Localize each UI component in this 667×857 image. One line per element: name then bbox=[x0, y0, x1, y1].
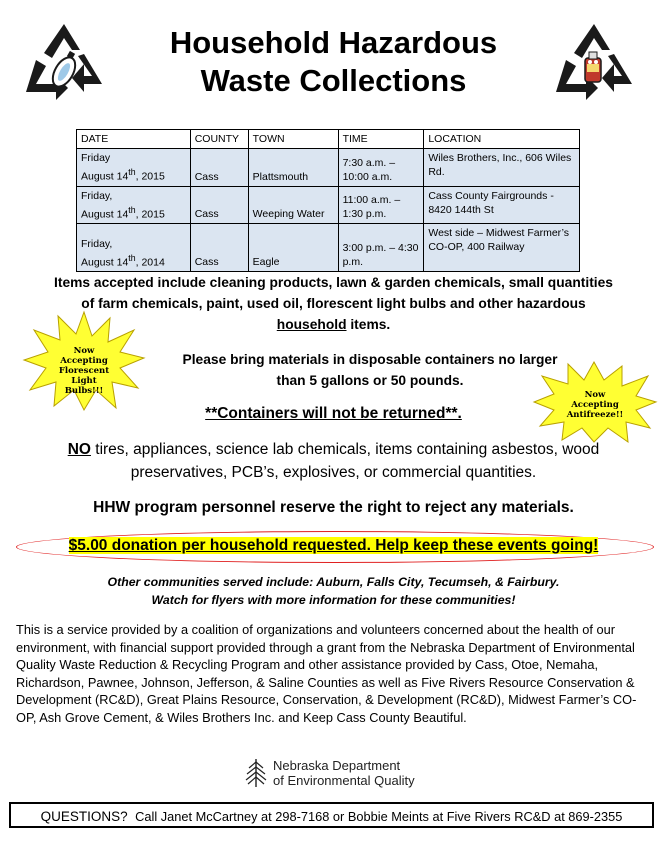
header-location: LOCATION bbox=[424, 130, 580, 149]
starburst-right-line-1: Now Accepting bbox=[571, 390, 619, 410]
not-accepted-line-2: preservatives, PCB’s, explosives, or commercial quantities. bbox=[130, 464, 537, 481]
not-accepted-text bbox=[0, 438, 667, 484]
starburst-left-line-2: Florescent bbox=[58, 366, 110, 376]
cell-location: Wiles Brothers, Inc., 606 Wiles Rd. bbox=[424, 149, 580, 187]
title-line-2: Waste Collections bbox=[200, 63, 467, 98]
questions-label: QUESTIONS? bbox=[40, 809, 128, 824]
cell-county: Cass bbox=[190, 149, 248, 187]
cell-town: Eagle bbox=[248, 224, 338, 272]
title-line-1: Household Hazardous bbox=[169, 25, 498, 60]
containers-line-1: Please bring materials in disposable containers no larger bbox=[182, 352, 558, 367]
ndeq-tree-logo-icon bbox=[244, 757, 268, 789]
ndeq-line-2: of Environmental Quality bbox=[273, 773, 415, 788]
table-row bbox=[77, 186, 580, 224]
starburst-left bbox=[22, 310, 146, 412]
items-accepted-line-2: of farm chemicals, paint, used oil, florescent light bulbs and other hazardous bbox=[81, 296, 586, 311]
cell-town: Plattsmouth bbox=[248, 149, 338, 187]
reserve-right-text: HHW program personnel reserve the right to reject any materials. bbox=[93, 499, 574, 516]
cell-location: West side – Midwest Farmer’s CO-OP, 400 Railway bbox=[424, 224, 580, 272]
cell-time: 3:00 p.m. – 4:30 p.m. bbox=[338, 224, 424, 272]
cell-county: Cass bbox=[190, 186, 248, 224]
questions-contact-text: Call Janet McCartney at 298-7168 or Bobbie Meints at Five Rivers RC&D at 869-2355 bbox=[135, 809, 623, 824]
header-time: TIME bbox=[338, 130, 424, 149]
cell-location: Cass County Fairgrounds - 8420 144th St bbox=[424, 186, 580, 224]
table-row bbox=[77, 149, 580, 187]
starburst-left-line-1: Now Accepting bbox=[60, 346, 108, 366]
service-paragraph: This is a service provided by a coalition of organizations and volunteers concerned about the health of our environment, with financial support provided through a grant from the Nebraska Department of Environmental Quality Waste Reduction & Recycling Program and other assistance provided by Cass, Otoe, Nemaha, Richardson, Pawnee, Johnson, Jefferson, & Saline Counties as well as Five Rivers Resource Conservation & Development (RC&D), Great Plains Resource, Conservation, & Development (RC&D), Midwest Farmer’s CO-OP, Ash Grove Cement, & Wiles Brothers Inc. and Keep Cass County Beautiful. bbox=[16, 622, 637, 725]
table-row bbox=[77, 224, 580, 272]
starburst-right-line-2: Antifreeze!! bbox=[566, 410, 624, 420]
donation-text: $5.00 donation per household requested. Help keep these events going! bbox=[68, 537, 599, 554]
cell-town: Weeping Water bbox=[248, 186, 338, 224]
header-county: COUNTY bbox=[190, 130, 248, 149]
items-accepted-line-3: household items. bbox=[276, 317, 391, 332]
other-communities-line-1: Other communities served include: Auburn, Falls City, Tecumseh, & Fairbury. bbox=[107, 575, 560, 589]
cell-county: Cass bbox=[190, 224, 248, 272]
not-returned-text: **Containers will not be returned**. bbox=[205, 405, 462, 422]
cell-date: Friday, August 14th, 2015 bbox=[77, 186, 191, 224]
header-date: DATE bbox=[77, 130, 191, 149]
containers-text bbox=[140, 349, 600, 391]
cell-time: 7:30 a.m. – 10:00 a.m. bbox=[338, 149, 424, 187]
cell-time: 11:00 a.m. – 1:30 p.m. bbox=[338, 186, 424, 224]
page-title bbox=[0, 24, 667, 100]
header-town: TOWN bbox=[248, 130, 338, 149]
table-header-row bbox=[77, 130, 580, 149]
containers-line-2: than 5 gallons or 50 pounds. bbox=[276, 373, 464, 388]
cell-date: Friday, August 14th, 2014 bbox=[77, 224, 191, 272]
starburst-left-line-3: Light Bulbs!!! bbox=[64, 376, 104, 396]
cell-date: Friday August 14th, 2015 bbox=[77, 149, 191, 187]
questions-box bbox=[9, 802, 654, 828]
collection-schedule-table bbox=[76, 129, 580, 272]
items-accepted-line-1: Items accepted include cleaning products, lawn & garden chemicals, small quantities bbox=[54, 275, 613, 290]
other-communities-line-2: Watch for flyers with more information for these communities! bbox=[151, 593, 516, 607]
other-communities-text bbox=[0, 573, 667, 609]
not-accepted-line-1: NO tires, appliances, science lab chemicals, items containing asbestos, wood bbox=[67, 441, 600, 458]
ndeq-line-1: Nebraska Department bbox=[273, 758, 401, 773]
